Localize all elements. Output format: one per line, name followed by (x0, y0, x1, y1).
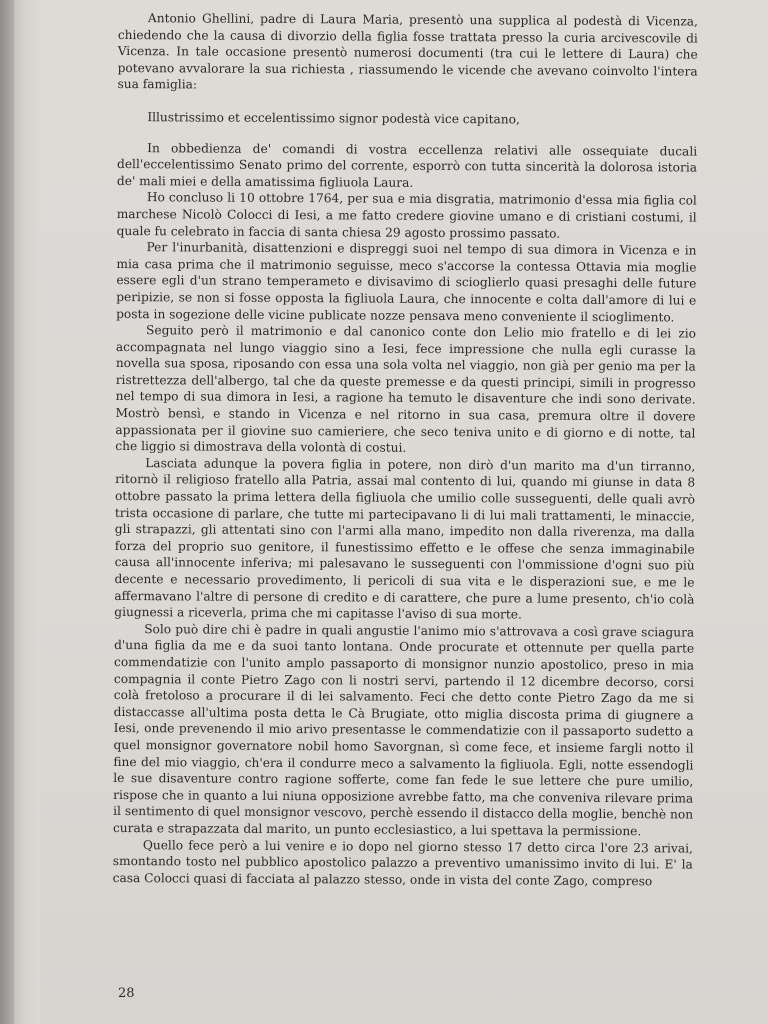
body-paragraph: Ho concluso li 10 ottobre 1764, per sua e mia disgratia, matrimonio d'essa mia figlia col marchese Nicolò Colocci di Iesi, a me fatto credere giovine umano e di cristiani costumi, il quale fu celebrato in faccia di santa chiesa 29 agosto prossimo passato. (116, 190, 697, 241)
body-paragraph: Solo può dire chi è padre in quali angustie l'animo mio s'attrovava a così grave sciagura d'una figlia da me e da suoi tanto lontana. Onde procurate et ottennute per quella parte commendatizie con l'unito amplo passaporto di monsignor nunzio apostolico, preso in mia compagnia il conte Pietro Zago con li nostri servi, partendo il 12 dicembre decorso, corsi colà fretoloso a procurare il di lei salvamento. Feci che detto conte Pietro Zago da me si distaccasse all'ultima posta detta le Cà Brugiate, otto miglia discosta prima di giugnere a Iesi, onde prevenendo il mio arivo presentasse le commendatizie con il passaporto sudetto a quel monsignor governatore nobil homo Savorgnan, sì come fece, et insieme fargli notto il fine del mio viaggio, ch'era il condurre meco a salvamento la figliuola. Egli, notte essendogli le sue disaventure contro ragione sofferte, come fan fede le sue lettere che pure umilio, rispose che in quanto a lui niuna opposizione avrebbe fatto, ma che conveniva rilevare prima il sentimento di quel monsignor vescovo, perchè essendo il distacco della moglie, benchè non curata e strapazzata dal marito, un punto ecclesiastico, a lui spettava la permissione. (112, 621, 695, 839)
intro-paragraph: Antonio Ghellini, padre di Laura Maria, presentò una supplica al podestà di Vicenza, chiedendo che la causa di divorzio della figlia fosse trattata presso la curia arcivescovile di Vicenza. In tale occasione presentò numerosi documenti (tra cui le lettere di Laura) che potevano avvalorare la sua richiesta , riassumendo le vicende che avevano coinvolto l'intera sua famiglia: (117, 11, 698, 92)
letter-salutation: Illustrissimo et eccelentissimo signor podestà vice capitano, (147, 110, 520, 127)
body-paragraph: Quello fece però a lui venire e io dopo nel giorno stesso 17 detto circa l'ore 23 arivai, smontando tosto nel pubblico apostolico palazzo a preventivo umanissimo invito di lui. E' la casa Colocci quasi di facciata al palazzo stesso, onde in vista del conte Zago, compreso (112, 837, 693, 888)
page-binding-edge (0, 0, 14, 1024)
body-paragraph: In obbedienza de' comandi di vostra eccellenza relativi alle ossequiate ducali dell'eccelentissimo Senato primo del corrente, esporrò con tutta sincerità la dolorosa istoria de' mali miei e della amatissima figliuola Laura. (116, 140, 698, 190)
body-paragraph: Per l'inurbanità, disattenzioni e dispreggi suoi nel tempo di sua dimora in Vicenza e in mia casa prima che il matrimonio seguisse, meco s'accorse la contessa Ottavia mia moglie essere egli d'un strano temperameto e divisavimo di scioglierlo quasi presaghi delle future peripizie, se non si fosse opposta la figliuola Laura, che innocente e colta dall'amore di lui e posta in sogezione delle vicine publicate nozze pensava meno conveniente il scioglimento. (116, 240, 697, 324)
page-body (113, 10, 698, 890)
body-paragraph: Seguito però il matrimonio e dal canonico conte don Lelio mio fratello e di lei zio accompagnata nel lungo viaggio sino a Iesi, fece impressione che nulla egli curasse la novella sua sposa, riposando con essa una sola volta nel viaggio, non già per genio ma per la ristrettezza dell'albergo, tal che da queste premesse e da questi principi, simili in progresso nel tempo di sua dimora in Iesi, a ragione ha temuto le disaventure che indi sono derivate. Mostrò bensì, e stando in Vicenza e nel ritorno in sua casa, premura oltre il dovere appassionata per il giovine suo camieriere, che seco teniva unito e di giorno e di notte, tal che liggio si dimostrava della volontà di costui. (115, 323, 697, 456)
page-number: 28 (118, 986, 135, 1001)
body-paragraph: Lasciata adunque la povera figlia in potere, non dirò d'un marito ma d'un tirranno, ritornò il religioso fratello alla Patria, assai mal contento di lui, quando mi giunse in data 8 ottobre passato la prima lettera della figliuola che umilio colle susseguenti, delle quali avrò trista occasione di parlare, che tutte mi partecipavano li di lui mali trattamenti, le minaccie, gli strapazzi, gli attentati sino con l'armi alla mano, impedito non dalla riverenza, ma dalla forza del proprio suo genitore, il funestissimo effetto e le offese che senza immaginabile causa all'innocente inferiva; mi palesavano le susseguenti con l'ommissione d'ogni suo più decente e necessario provedimento, li pericoli di sua vita e le disperazioni sue, e me le affermavano l'altre di persone di credito e di carattere, che pure a lume presento, ch'io colà giugnessi a riceverla, prima che mi capitasse l'aviso di sua morte. (114, 456, 696, 622)
